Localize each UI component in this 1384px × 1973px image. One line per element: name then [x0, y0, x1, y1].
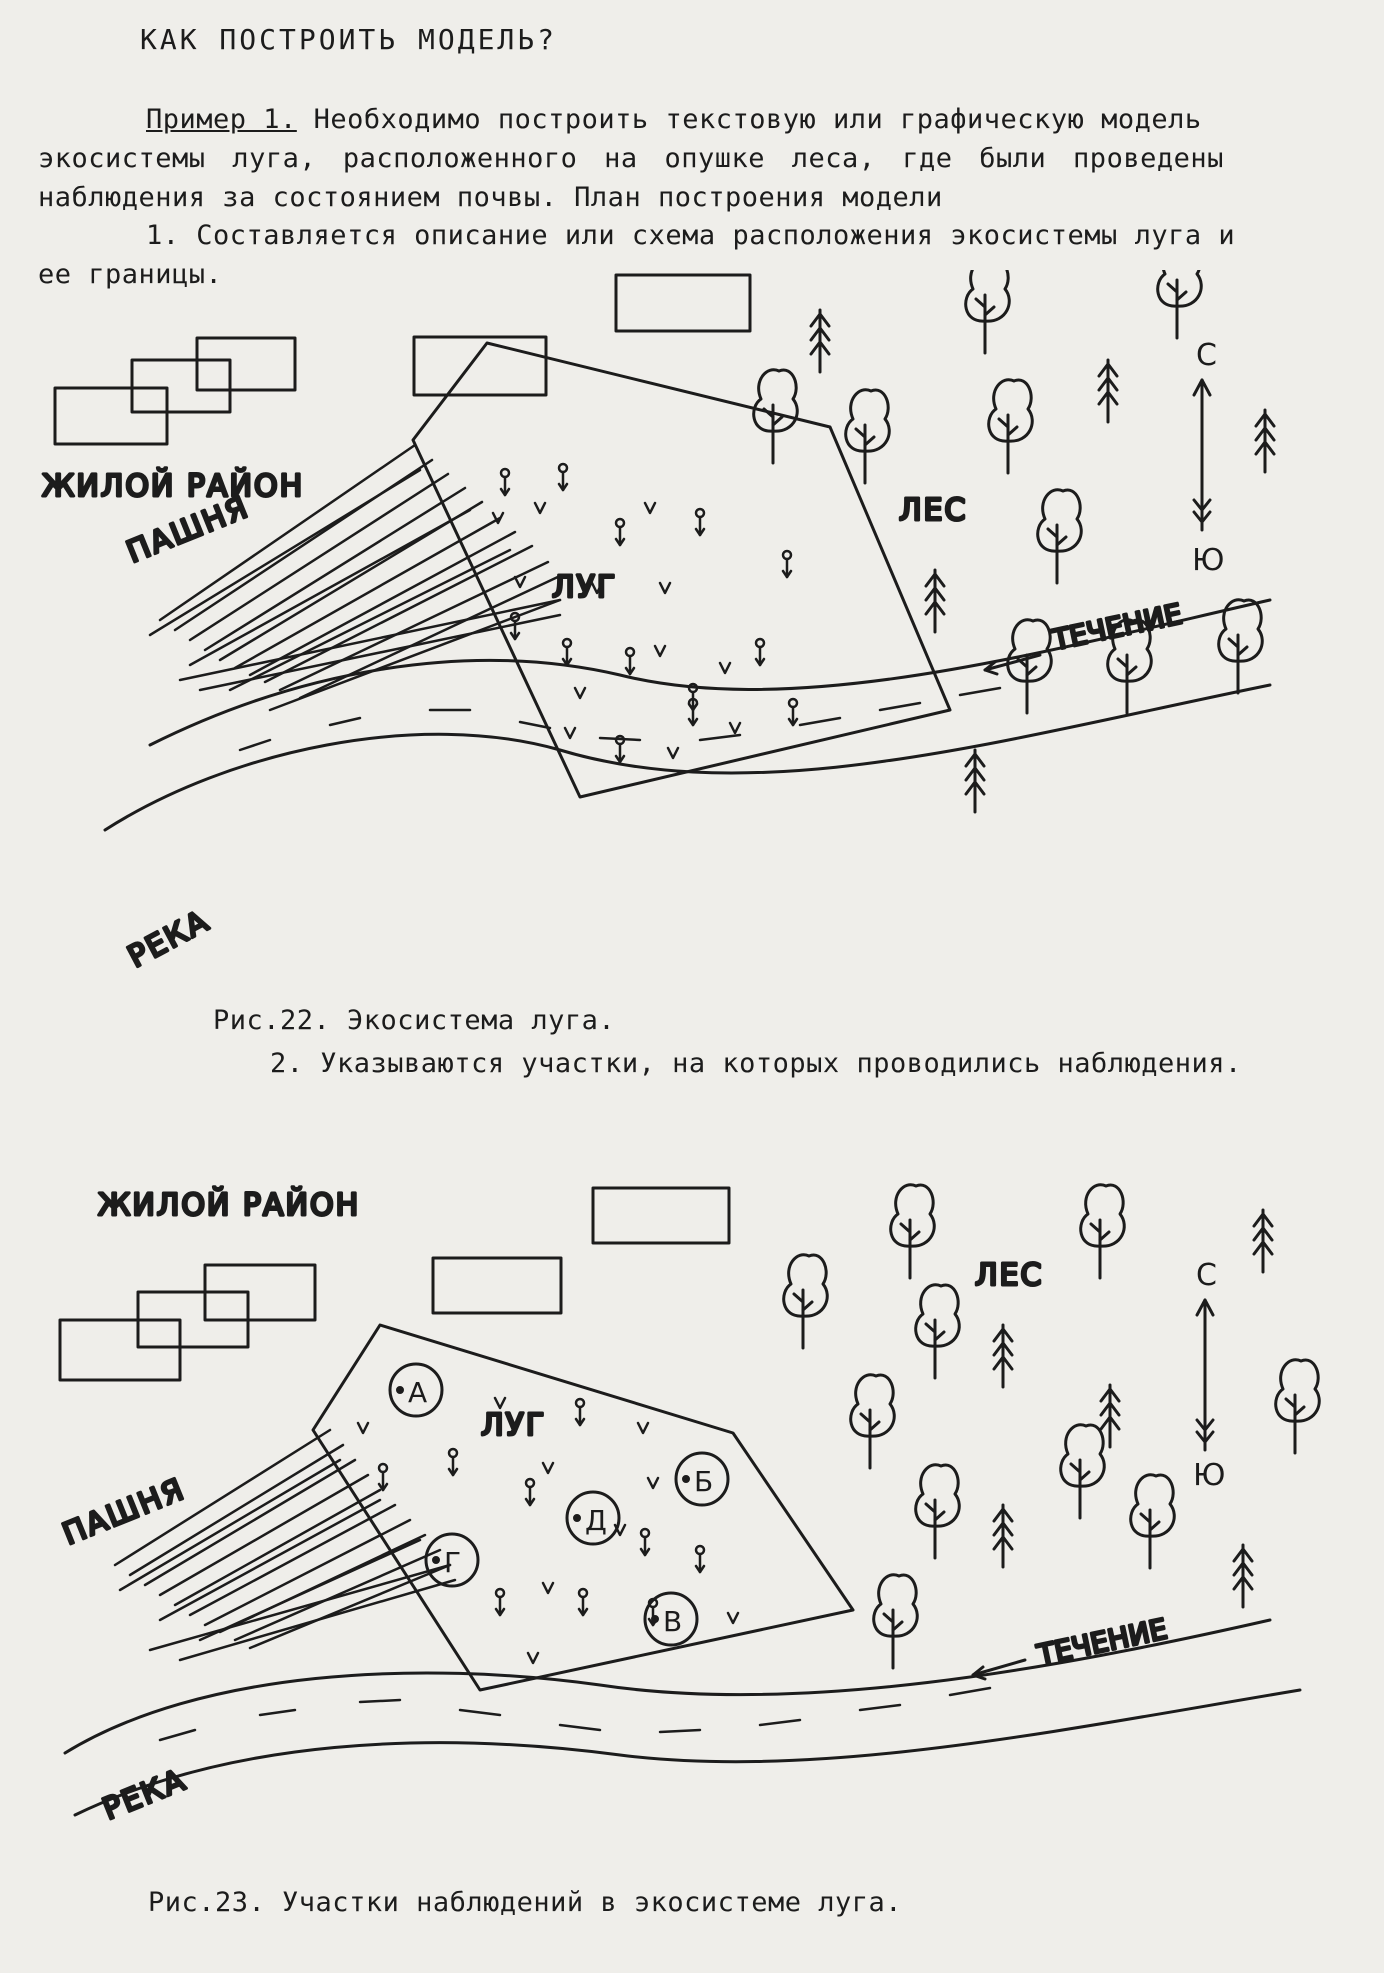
- forest-label: ЛЕС: [899, 493, 968, 528]
- current-label: ТЕЧЕНИЕ: [1034, 1612, 1170, 1672]
- paragraph-line-3: наблюдения за состоянием почвы. План построения модели: [38, 182, 943, 213]
- observation-plots: [390, 1364, 728, 1645]
- step-2-text: 2. Указываются участки, на которых проводились наблюдения.: [270, 1048, 1242, 1079]
- plot-g: [426, 1534, 478, 1586]
- svg-text:В: В: [663, 1605, 683, 1638]
- meadow-plants: [493, 464, 797, 762]
- svg-text:Б: Б: [694, 1465, 714, 1498]
- paragraph-line-1-rest: Необходимо построить текстовую или графическую модель: [313, 104, 1202, 135]
- meadow-boundary: [413, 343, 950, 797]
- plot-b: [676, 1453, 728, 1505]
- field-label: ПАШНЯ: [57, 1471, 191, 1553]
- step-1-line-1: 1. Составляется описание или схема расположения экосистемы луга и: [146, 220, 1236, 251]
- figure-22-caption: Рис.22. Экосистема луга.: [213, 1005, 616, 1036]
- north-label: С: [1196, 1258, 1219, 1293]
- field-label: ПАШНЯ: [121, 489, 255, 571]
- north-label: С: [1196, 338, 1219, 373]
- figure-23-caption: Рис.23. Участки наблюдений в экосистеме луга.: [148, 1887, 902, 1918]
- paragraph-line-1: [146, 102, 1202, 137]
- compass-arrow: [1192, 338, 1226, 578]
- page-title: КАК ПОСТРОИТЬ МОДЕЛЬ?: [140, 23, 558, 56]
- compass-arrow: [1193, 1258, 1227, 1493]
- forest-label: ЛЕС: [975, 1258, 1044, 1293]
- forest-trees: [784, 1185, 1320, 1668]
- meadow-label: ЛУГ: [481, 1408, 547, 1443]
- svg-text:Д: Д: [585, 1504, 607, 1537]
- field-hatching: [115, 1430, 455, 1660]
- plot-a: [390, 1364, 442, 1416]
- south-label: Ю: [1193, 1458, 1228, 1493]
- paragraph-line-2: экосистемы луга, расположенного на опушке леса, где были проведены: [38, 143, 1224, 174]
- current-label: ТЕЧЕНИЕ: [1049, 597, 1185, 657]
- step-1-line-2: ее границы.: [38, 259, 223, 290]
- svg-text:Г: Г: [444, 1546, 462, 1579]
- figure-22-map: [0, 270, 1384, 990]
- residential-buildings: [55, 275, 750, 444]
- meadow-boundary: [313, 1325, 853, 1690]
- south-label: Ю: [1192, 543, 1227, 578]
- residential-label: ЖИЛОЙ РАЙОН: [42, 469, 305, 504]
- figure-23-map: [0, 1170, 1384, 1870]
- residential-label: ЖИЛОЙ РАЙОН: [98, 1188, 361, 1223]
- river-label: РЕКА: [97, 1762, 192, 1828]
- river-label: РЕКА: [122, 903, 216, 976]
- svg-text:А: А: [408, 1376, 428, 1409]
- meadow-label: ЛУГ: [552, 570, 618, 605]
- example-label: Пример 1.: [146, 104, 297, 135]
- plot-d: [567, 1492, 619, 1544]
